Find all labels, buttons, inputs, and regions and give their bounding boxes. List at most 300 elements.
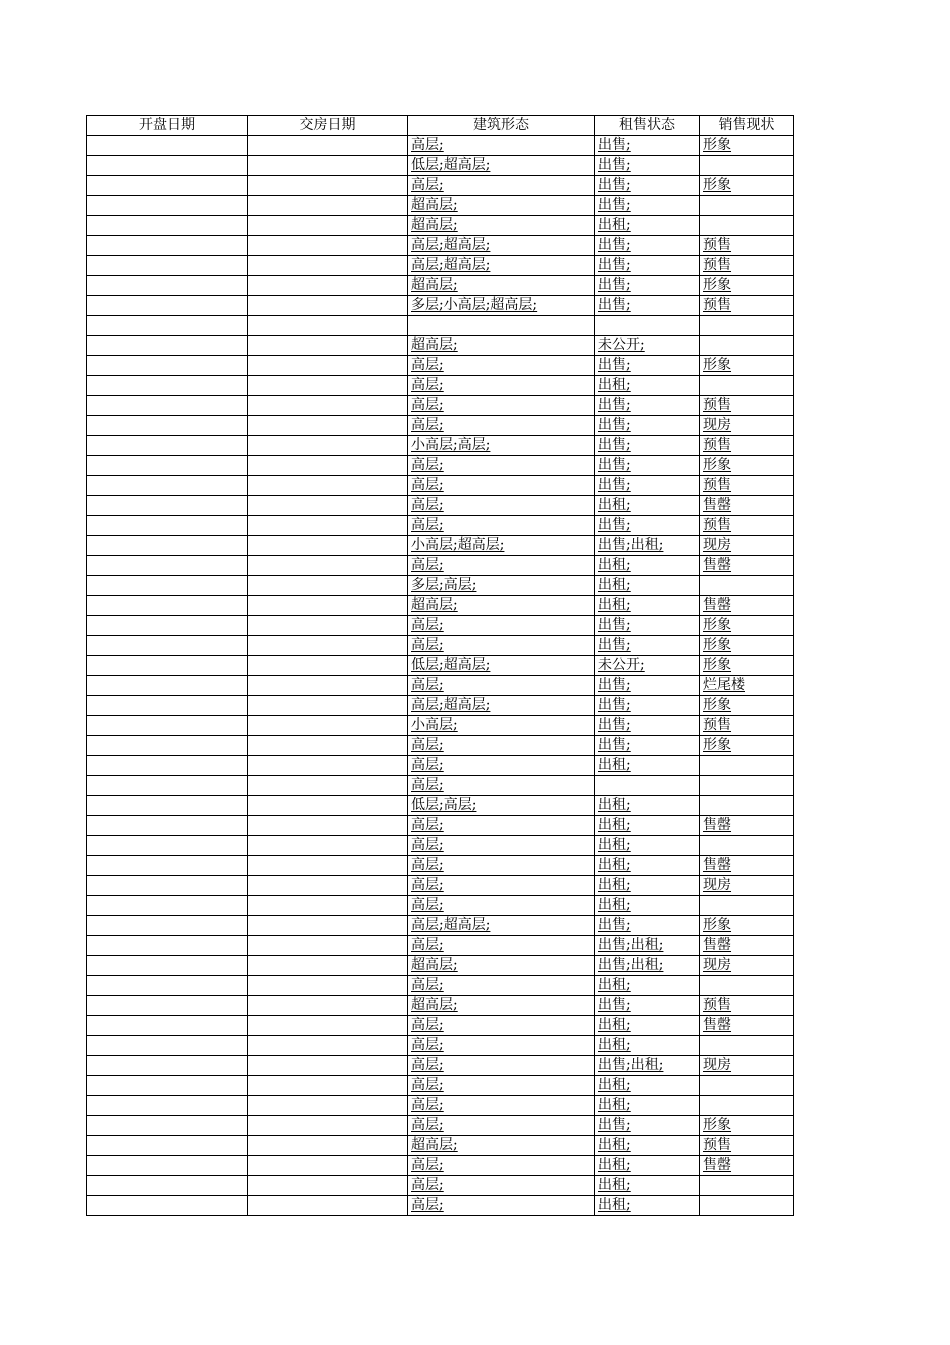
building-type-cell[interactable] (408, 736, 595, 756)
open-date-cell[interactable] (87, 276, 248, 296)
delivery-date-cell[interactable] (248, 196, 408, 216)
delivery-date-cell[interactable] (248, 576, 408, 596)
delivery-date-cell[interactable] (248, 656, 408, 676)
open-date-cell[interactable] (87, 936, 248, 956)
building-type-cell[interactable] (408, 276, 595, 296)
building-type-cell[interactable] (408, 1156, 595, 1176)
cell-text: 出租; (598, 497, 631, 513)
building-type-cell[interactable] (408, 756, 595, 776)
delivery-date-cell[interactable] (248, 296, 408, 316)
sales-status-cell[interactable] (700, 1036, 794, 1056)
open-date-cell[interactable] (87, 776, 248, 796)
lease-sale-status-cell[interactable] (595, 856, 700, 876)
open-date-cell[interactable] (87, 736, 248, 756)
sales-status-cell[interactable] (700, 1116, 794, 1136)
lease-sale-status-cell[interactable] (595, 476, 700, 496)
delivery-date-cell[interactable] (248, 1016, 408, 1036)
sales-status-cell[interactable] (700, 1176, 794, 1196)
lease-sale-status-cell[interactable] (595, 1136, 700, 1156)
building-type-cell[interactable] (408, 776, 595, 796)
open-date-cell[interactable] (87, 416, 248, 436)
delivery-date-cell[interactable] (248, 1156, 408, 1176)
delivery-date-cell[interactable] (248, 1036, 408, 1056)
delivery-date-cell[interactable] (248, 996, 408, 1016)
open-date-cell[interactable] (87, 456, 248, 476)
delivery-date-cell[interactable] (248, 736, 408, 756)
building-type-cell[interactable] (408, 476, 595, 496)
open-date-cell[interactable] (87, 1076, 248, 1096)
building-type-cell[interactable] (408, 796, 595, 816)
open-date-cell[interactable] (87, 316, 248, 336)
lease-sale-status-cell[interactable] (595, 596, 700, 616)
lease-sale-status-cell[interactable] (595, 156, 700, 176)
delivery-date-cell[interactable] (248, 1136, 408, 1156)
open-date-cell[interactable] (87, 916, 248, 936)
sales-status-cell[interactable] (700, 696, 794, 716)
lease-sale-status-cell[interactable] (595, 296, 700, 316)
delivery-date-cell[interactable] (248, 916, 408, 936)
lease-sale-status-cell[interactable] (595, 196, 700, 216)
building-type-cell[interactable] (408, 536, 595, 556)
delivery-date-cell[interactable] (248, 1196, 408, 1216)
sales-status-cell[interactable] (700, 796, 794, 816)
lease-sale-status-cell[interactable] (595, 876, 700, 896)
lease-sale-status-cell[interactable] (595, 496, 700, 516)
lease-sale-status-cell[interactable] (595, 356, 700, 376)
table-row (87, 636, 794, 656)
header-lease-sale-status[interactable]: 租售状态 (595, 116, 700, 136)
building-type-cell[interactable] (408, 816, 595, 836)
cell-text: 出租; (598, 1097, 631, 1113)
open-date-cell[interactable] (87, 1096, 248, 1116)
cell-text: 超高层; (411, 957, 458, 973)
building-type-cell[interactable] (408, 596, 595, 616)
delivery-date-cell[interactable] (248, 976, 408, 996)
delivery-date-cell[interactable] (248, 1076, 408, 1096)
lease-sale-status-cell[interactable] (595, 796, 700, 816)
building-type-cell[interactable] (408, 176, 595, 196)
open-date-cell[interactable] (87, 356, 248, 376)
sales-status-cell[interactable] (700, 556, 794, 576)
sales-status-cell[interactable] (700, 896, 794, 916)
building-type-cell[interactable] (408, 236, 595, 256)
sales-status-cell[interactable] (700, 216, 794, 236)
lease-sale-status-cell[interactable] (595, 776, 700, 796)
cell-text: 出售; (598, 257, 631, 273)
open-date-cell[interactable] (87, 216, 248, 236)
building-type-cell[interactable] (408, 1136, 595, 1156)
building-type-cell[interactable] (408, 516, 595, 536)
open-date-cell[interactable] (87, 856, 248, 876)
open-date-cell[interactable] (87, 156, 248, 176)
building-type-cell[interactable] (408, 1196, 595, 1216)
building-type-cell[interactable] (408, 616, 595, 636)
lease-sale-status-cell[interactable] (595, 1036, 700, 1056)
lease-sale-status-cell[interactable] (595, 176, 700, 196)
sales-status-cell[interactable] (700, 596, 794, 616)
building-type-cell[interactable] (408, 296, 595, 316)
building-type-cell[interactable] (408, 716, 595, 736)
delivery-date-cell[interactable] (248, 136, 408, 156)
delivery-date-cell[interactable] (248, 776, 408, 796)
sales-status-cell[interactable] (700, 496, 794, 516)
sales-status-cell[interactable] (700, 536, 794, 556)
lease-sale-status-cell[interactable] (595, 316, 700, 336)
building-type-cell[interactable] (408, 1016, 595, 1036)
delivery-date-cell[interactable] (248, 316, 408, 336)
delivery-date-cell[interactable] (248, 256, 408, 276)
open-date-cell[interactable] (87, 516, 248, 536)
header-delivery-date[interactable]: 交房日期 (248, 116, 408, 136)
building-type-cell[interactable] (408, 196, 595, 216)
lease-sale-status-cell[interactable] (595, 1076, 700, 1096)
lease-sale-status-cell[interactable] (595, 996, 700, 1016)
table-row (87, 456, 794, 476)
lease-sale-status-cell[interactable] (595, 516, 700, 536)
lease-sale-status-cell[interactable] (595, 1176, 700, 1196)
delivery-date-cell[interactable] (248, 616, 408, 636)
open-date-cell[interactable] (87, 556, 248, 576)
delivery-date-cell[interactable] (248, 676, 408, 696)
delivery-date-cell[interactable] (248, 1116, 408, 1136)
sales-status-cell[interactable] (700, 316, 794, 336)
sales-status-cell[interactable] (700, 196, 794, 216)
sales-status-cell[interactable] (700, 516, 794, 536)
building-type-cell[interactable] (408, 316, 595, 336)
open-date-cell[interactable] (87, 596, 248, 616)
table-row (87, 936, 794, 956)
cell-text: 出售; (598, 397, 631, 413)
lease-sale-status-cell[interactable] (595, 336, 700, 356)
sales-status-cell[interactable] (700, 836, 794, 856)
lease-sale-status-cell[interactable] (595, 896, 700, 916)
cell-text: 预售 (703, 717, 731, 733)
building-type-cell[interactable] (408, 256, 595, 276)
lease-sale-status-cell[interactable] (595, 676, 700, 696)
building-type-cell[interactable] (408, 876, 595, 896)
delivery-date-cell[interactable] (248, 856, 408, 876)
sales-status-cell[interactable] (700, 1136, 794, 1156)
sales-status-cell[interactable] (700, 276, 794, 296)
building-type-cell[interactable] (408, 1096, 595, 1116)
open-date-cell[interactable] (87, 836, 248, 856)
open-date-cell[interactable] (87, 996, 248, 1016)
lease-sale-status-cell[interactable] (595, 576, 700, 596)
delivery-date-cell[interactable] (248, 436, 408, 456)
sales-status-cell[interactable] (700, 176, 794, 196)
open-date-cell[interactable] (87, 176, 248, 196)
sales-status-cell[interactable] (700, 1096, 794, 1116)
delivery-date-cell[interactable] (248, 336, 408, 356)
sales-status-cell[interactable] (700, 256, 794, 276)
open-date-cell[interactable] (87, 396, 248, 416)
sales-status-cell[interactable] (700, 776, 794, 796)
lease-sale-status-cell[interactable] (595, 636, 700, 656)
lease-sale-status-cell[interactable] (595, 916, 700, 936)
lease-sale-status-cell[interactable] (595, 456, 700, 476)
open-date-cell[interactable] (87, 236, 248, 256)
building-type-cell[interactable] (408, 496, 595, 516)
sales-status-cell[interactable] (700, 656, 794, 676)
building-type-cell[interactable] (408, 356, 595, 376)
open-date-cell[interactable] (87, 1176, 248, 1196)
delivery-date-cell[interactable] (248, 696, 408, 716)
sales-status-cell[interactable] (700, 816, 794, 836)
sales-status-cell[interactable] (700, 296, 794, 316)
building-type-cell[interactable] (408, 1176, 595, 1196)
sales-status-cell[interactable] (700, 576, 794, 596)
sales-status-cell[interactable] (700, 636, 794, 656)
delivery-date-cell[interactable] (248, 956, 408, 976)
open-date-cell[interactable] (87, 136, 248, 156)
open-date-cell[interactable] (87, 1056, 248, 1076)
open-date-cell[interactable] (87, 616, 248, 636)
delivery-date-cell[interactable] (248, 156, 408, 176)
lease-sale-status-cell[interactable] (595, 656, 700, 676)
delivery-date-cell[interactable] (248, 876, 408, 896)
lease-sale-status-cell[interactable] (595, 1056, 700, 1076)
lease-sale-status-cell[interactable] (595, 616, 700, 636)
open-date-cell[interactable] (87, 1156, 248, 1176)
cell-text: 出租; (598, 1017, 631, 1033)
building-type-cell[interactable] (408, 856, 595, 876)
sales-status-cell[interactable] (700, 1076, 794, 1096)
cell-text: 出售; (598, 717, 631, 733)
sales-status-cell[interactable] (700, 876, 794, 896)
building-type-cell[interactable] (408, 416, 595, 436)
open-date-cell[interactable] (87, 636, 248, 656)
sales-status-cell[interactable] (700, 456, 794, 476)
lease-sale-status-cell[interactable] (595, 136, 700, 156)
delivery-date-cell[interactable] (248, 796, 408, 816)
building-type-cell[interactable] (408, 996, 595, 1016)
building-type-cell[interactable] (408, 696, 595, 716)
delivery-date-cell[interactable] (248, 176, 408, 196)
sales-status-cell[interactable] (700, 396, 794, 416)
sales-status-cell[interactable] (700, 356, 794, 376)
building-type-cell[interactable] (408, 556, 595, 576)
building-type-cell[interactable] (408, 1036, 595, 1056)
lease-sale-status-cell[interactable] (595, 256, 700, 276)
sales-status-cell[interactable] (700, 1056, 794, 1076)
open-date-cell[interactable] (87, 536, 248, 556)
table-row (87, 136, 794, 156)
lease-sale-status-cell[interactable] (595, 736, 700, 756)
open-date-cell[interactable] (87, 436, 248, 456)
lease-sale-status-cell[interactable] (595, 716, 700, 736)
building-type-cell[interactable] (408, 1056, 595, 1076)
building-type-cell[interactable] (408, 436, 595, 456)
delivery-date-cell[interactable] (248, 1096, 408, 1116)
delivery-date-cell[interactable] (248, 536, 408, 556)
lease-sale-status-cell[interactable] (595, 1116, 700, 1136)
table-row (87, 616, 794, 636)
sales-status-cell[interactable] (700, 136, 794, 156)
sales-status-cell[interactable] (700, 616, 794, 636)
table-row (87, 236, 794, 256)
building-type-cell[interactable] (408, 896, 595, 916)
delivery-date-cell[interactable] (248, 636, 408, 656)
delivery-date-cell[interactable] (248, 276, 408, 296)
lease-sale-status-cell[interactable] (595, 836, 700, 856)
delivery-date-cell[interactable] (248, 896, 408, 916)
lease-sale-status-cell[interactable] (595, 756, 700, 776)
building-type-cell[interactable] (408, 956, 595, 976)
cell-text: 低层;超高层; (411, 657, 491, 673)
open-date-cell[interactable] (87, 376, 248, 396)
building-type-cell[interactable] (408, 156, 595, 176)
building-type-cell[interactable] (408, 336, 595, 356)
open-date-cell[interactable] (87, 896, 248, 916)
lease-sale-status-cell[interactable] (595, 956, 700, 976)
sales-status-cell[interactable] (700, 996, 794, 1016)
lease-sale-status-cell[interactable] (595, 976, 700, 996)
open-date-cell[interactable] (87, 716, 248, 736)
open-date-cell[interactable] (87, 756, 248, 776)
open-date-cell[interactable] (87, 1136, 248, 1156)
building-type-cell[interactable] (408, 936, 595, 956)
cell-text: 高层; (411, 377, 444, 393)
table-row (87, 516, 794, 536)
sales-status-cell[interactable] (700, 956, 794, 976)
lease-sale-status-cell[interactable] (595, 1096, 700, 1116)
open-date-cell[interactable] (87, 336, 248, 356)
open-date-cell[interactable] (87, 1016, 248, 1036)
lease-sale-status-cell[interactable] (595, 556, 700, 576)
lease-sale-status-cell[interactable] (595, 436, 700, 456)
open-date-cell[interactable] (87, 476, 248, 496)
building-type-cell[interactable] (408, 676, 595, 696)
sales-status-cell[interactable] (700, 376, 794, 396)
delivery-date-cell[interactable] (248, 396, 408, 416)
lease-sale-status-cell[interactable] (595, 416, 700, 436)
sales-status-cell[interactable] (700, 976, 794, 996)
building-type-cell[interactable] (408, 1116, 595, 1136)
sales-status-cell[interactable] (700, 736, 794, 756)
delivery-date-cell[interactable] (248, 236, 408, 256)
cell-text: 售罄 (703, 857, 731, 873)
lease-sale-status-cell[interactable] (595, 1196, 700, 1216)
building-type-cell[interactable] (408, 376, 595, 396)
sales-status-cell[interactable] (700, 676, 794, 696)
cell-text: 高层; (411, 677, 444, 693)
building-type-cell[interactable] (408, 976, 595, 996)
sales-status-cell[interactable] (700, 336, 794, 356)
open-date-cell[interactable] (87, 196, 248, 216)
lease-sale-status-cell[interactable] (595, 936, 700, 956)
open-date-cell[interactable] (87, 296, 248, 316)
sales-status-cell[interactable] (700, 916, 794, 936)
sales-status-cell[interactable] (700, 936, 794, 956)
building-type-cell[interactable] (408, 656, 595, 676)
open-date-cell[interactable] (87, 576, 248, 596)
open-date-cell[interactable] (87, 1196, 248, 1216)
sales-status-cell[interactable] (700, 756, 794, 776)
sales-status-cell[interactable] (700, 436, 794, 456)
delivery-date-cell[interactable] (248, 456, 408, 476)
delivery-date-cell[interactable] (248, 936, 408, 956)
delivery-date-cell[interactable] (248, 1056, 408, 1076)
lease-sale-status-cell[interactable] (595, 216, 700, 236)
lease-sale-status-cell[interactable] (595, 376, 700, 396)
open-date-cell[interactable] (87, 496, 248, 516)
building-type-cell[interactable] (408, 916, 595, 936)
header-sales-status[interactable]: 销售现状 (700, 116, 794, 136)
sales-status-cell[interactable] (700, 856, 794, 876)
header-open-date[interactable]: 开盘日期 (87, 116, 248, 136)
table-row (87, 856, 794, 876)
building-type-cell[interactable] (408, 576, 595, 596)
delivery-date-cell[interactable] (248, 596, 408, 616)
sales-status-cell[interactable] (700, 1156, 794, 1176)
building-type-cell[interactable] (408, 636, 595, 656)
building-type-cell[interactable] (408, 1076, 595, 1096)
open-date-cell[interactable] (87, 676, 248, 696)
lease-sale-status-cell[interactable] (595, 396, 700, 416)
building-type-cell[interactable] (408, 136, 595, 156)
cell-text: 售罄 (703, 937, 731, 953)
header-building-type[interactable]: 建筑形态 (408, 116, 595, 136)
sales-status-cell[interactable] (700, 476, 794, 496)
lease-sale-status-cell[interactable] (595, 536, 700, 556)
cell-text: 售罄 (703, 557, 731, 573)
building-type-cell[interactable] (408, 836, 595, 856)
delivery-date-cell[interactable] (248, 216, 408, 236)
sales-status-cell[interactable] (700, 716, 794, 736)
open-date-cell[interactable] (87, 796, 248, 816)
open-date-cell[interactable] (87, 696, 248, 716)
open-date-cell[interactable] (87, 1116, 248, 1136)
delivery-date-cell[interactable] (248, 356, 408, 376)
building-type-cell[interactable] (408, 396, 595, 416)
open-date-cell[interactable] (87, 816, 248, 836)
open-date-cell[interactable] (87, 876, 248, 896)
sales-status-cell[interactable] (700, 416, 794, 436)
delivery-date-cell[interactable] (248, 376, 408, 396)
cell-text: 高层; (411, 177, 444, 193)
delivery-date-cell[interactable] (248, 516, 408, 536)
delivery-date-cell[interactable] (248, 476, 408, 496)
sales-status-cell[interactable] (700, 1196, 794, 1216)
sales-status-cell[interactable] (700, 236, 794, 256)
building-type-cell[interactable] (408, 216, 595, 236)
lease-sale-status-cell[interactable] (595, 816, 700, 836)
open-date-cell[interactable] (87, 956, 248, 976)
lease-sale-status-cell[interactable] (595, 276, 700, 296)
lease-sale-status-cell[interactable] (595, 1016, 700, 1036)
cell-text: 出租; (598, 1137, 631, 1153)
lease-sale-status-cell[interactable] (595, 1156, 700, 1176)
delivery-date-cell[interactable] (248, 836, 408, 856)
delivery-date-cell[interactable] (248, 816, 408, 836)
delivery-date-cell[interactable] (248, 1176, 408, 1196)
lease-sale-status-cell[interactable] (595, 696, 700, 716)
open-date-cell[interactable] (87, 976, 248, 996)
sales-status-cell[interactable] (700, 1016, 794, 1036)
open-date-cell[interactable] (87, 656, 248, 676)
delivery-date-cell[interactable] (248, 756, 408, 776)
delivery-date-cell[interactable] (248, 556, 408, 576)
delivery-date-cell[interactable] (248, 716, 408, 736)
open-date-cell[interactable] (87, 256, 248, 276)
lease-sale-status-cell[interactable] (595, 236, 700, 256)
delivery-date-cell[interactable] (248, 496, 408, 516)
cell-text: 出售; (598, 277, 631, 293)
open-date-cell[interactable] (87, 1036, 248, 1056)
building-type-cell[interactable] (408, 456, 595, 476)
sales-status-cell[interactable] (700, 156, 794, 176)
delivery-date-cell[interactable] (248, 416, 408, 436)
